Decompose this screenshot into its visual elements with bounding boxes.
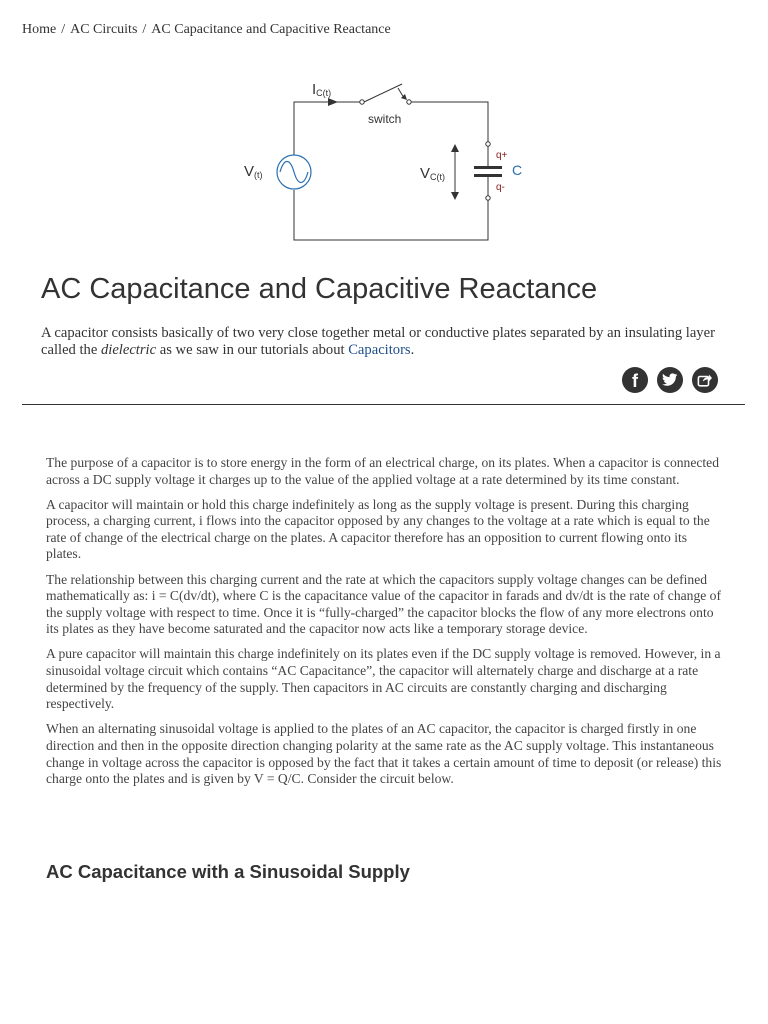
- switch-contact-right: [407, 100, 411, 104]
- voltage-arrow-down-icon: [451, 192, 459, 200]
- breadcrumb-ac-circuits-link[interactable]: AC Circuits: [70, 22, 138, 37]
- breadcrumb-home-link[interactable]: Home: [22, 22, 57, 37]
- breadcrumb: [22, 22, 391, 38]
- twitter-icon[interactable]: [657, 367, 683, 393]
- page-title: AC Capacitance and Capacitive Reactance: [41, 273, 598, 305]
- capacitor-voltage-label: VC(t): [420, 165, 446, 182]
- switch-contact-left: [360, 100, 364, 104]
- intro-text: A capacitor consists basically of two very close together metal or conductive plates separated by an insulating layer called the: [41, 325, 715, 358]
- share-icon[interactable]: [692, 367, 718, 393]
- current-arrow-icon: [328, 98, 338, 106]
- capacitor-plate-top: [474, 166, 502, 169]
- section-divider: [22, 404, 745, 405]
- charge-plus-label: q+: [496, 150, 508, 161]
- intro-paragraph: [41, 325, 731, 359]
- facebook-icon[interactable]: f: [622, 367, 648, 393]
- intro-text: as we saw in our tutorials about: [156, 342, 349, 358]
- wire-right-bottom: [294, 190, 488, 240]
- switch-blade: [364, 84, 402, 102]
- voltage-arrow-up-icon: [451, 144, 459, 152]
- paragraph: A capacitor will maintain or hold this charge indefinitely as long as the supply voltage is present. During this charging process, a charging current, i flows into the capacitor opposed by any changes to the voltage at a rate which is equal to the rate of change of the electrical charge on the plates. A capacitor therefore has an opposition to current flowing onto its plates.: [46, 496, 710, 562]
- wire-top-right: [411, 102, 488, 142]
- capacitor-plate-bottom: [474, 174, 502, 177]
- breadcrumb-current: AC Capacitance and Capacitive Reactance: [151, 22, 391, 37]
- paragraph: The purpose of a capacitor is to store energy in the form of an electrical charge, on its plates. When a capacitor is connected across a DC supply voltage it charges up to the value of the applied voltage at a rate determined by its time constant.: [46, 455, 720, 487]
- section-heading: AC Capacitance with a Sinusoidal Supply: [46, 861, 410, 882]
- capacitors-link[interactable]: Capacitors: [348, 342, 411, 358]
- paragraph: When an alternating sinusoidal voltage is applied to the plates of an AC capacitor, the capacitor is charged firstly in one direction and then in the opposite direction changing polarity at the same rate as the AC supply voltage. This instantaneous change in voltage across the capacitor is opposed by the fact that it takes a certain amount of time to deposit (or release) this charge onto the plates and is given by V = Q/C. Consider the circuit below.: [46, 721, 722, 787]
- paragraph: A pure capacitor will maintain this charge indefinitely on its plates even if the DC supply voltage is removed. However, in a sinusoidal voltage circuit which contains “AC Capacitance”, the capacitor will alternately charge and discharge at a rate determined by the frequency of the supply. Then capacitors in AC circuits are constantly charging and discharging respectively.: [46, 646, 721, 712]
- source-voltage-label: V(t): [244, 163, 263, 180]
- breadcrumb-separator: /: [61, 22, 66, 37]
- charge-minus-label: q-: [496, 182, 505, 193]
- intro-text: .: [410, 342, 415, 358]
- article-body: [46, 455, 722, 796]
- paragraph: The relationship between this charging current and the rate at which the capacitors supply voltage changes can be defined mathematically as: i = C(dv/dt), where C is the capacitance value of the capacitor in farads and dv/dt is the rate of change of the supply voltage with respect to time. Once it is “fully-charged” the capacitor blocks the flow of any more electrons onto its plates as they have become saturated and the capacitor now acts like a temporary storage device.: [46, 571, 722, 637]
- switch-label: switch: [368, 112, 402, 126]
- current-label: IC(t): [312, 81, 332, 98]
- social-share-bar: [622, 367, 718, 393]
- capacitor-circuit-diagram: [230, 70, 530, 250]
- capacitance-label: C: [512, 162, 523, 178]
- dielectric-emphasis: dielectric: [100, 342, 157, 358]
- breadcrumb-separator: /: [142, 22, 147, 37]
